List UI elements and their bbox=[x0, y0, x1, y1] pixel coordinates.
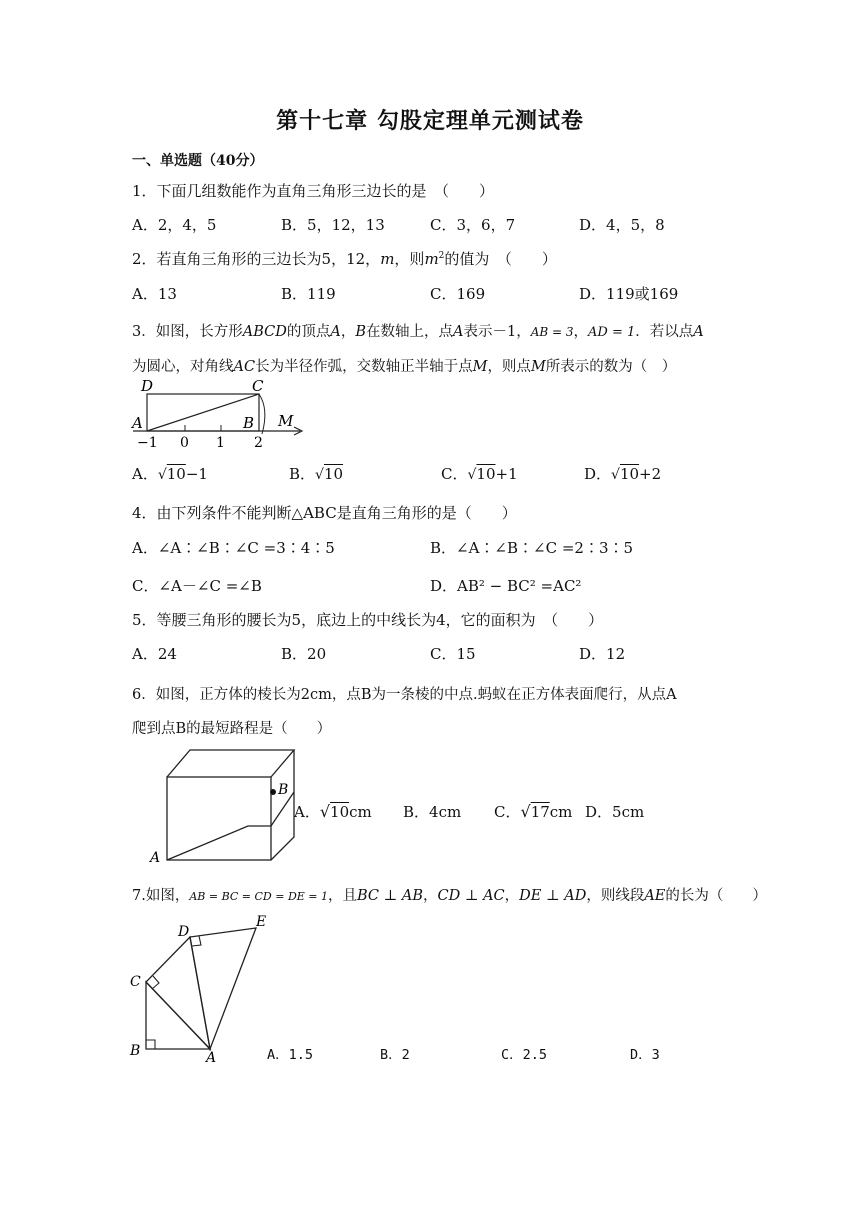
shortest-path bbox=[167, 792, 294, 860]
q3-stem-line1: 3．如图，长方形ABCD的顶点A，B在数轴上，点A表示－1，AB = 3，AD = 1．若以点A bbox=[132, 324, 704, 340]
q7-option-d[interactable]: D．3 bbox=[630, 1047, 660, 1063]
q1-stem: 1．下面几组数能作为直角三角形三边长的是 （ ） bbox=[132, 182, 495, 200]
q3-figure bbox=[128, 376, 318, 452]
label-b: B bbox=[243, 414, 255, 432]
tick-label: 2 bbox=[254, 435, 263, 451]
q6-stem-line1: 6．如图，正方体的棱长为2cm，点B为一条棱的中点.蚂蚁在正方体表面爬行，从点A bbox=[132, 687, 677, 703]
section-heading: 一、单选题（40分） bbox=[132, 153, 264, 169]
q3-stem-line2: 为圆心，对角线AC长为半径作弧，交数轴正半轴于点M，则点M所表示的数为（ ） bbox=[132, 359, 677, 375]
q4-option-b[interactable]: B．∠A∶∠B∶∠C =2∶3∶5 bbox=[430, 539, 634, 557]
triangle-ade bbox=[190, 928, 256, 1049]
q6-option-b[interactable]: B．4cm bbox=[403, 803, 462, 821]
q2-option-c[interactable]: C．169 bbox=[430, 285, 486, 303]
label-d: D bbox=[141, 377, 154, 395]
q7-stem: 7.如图，AB = BC = CD = DE = 1，且BC ⊥ AB，CD ⊥ AC，DE ⊥ AD，则线段AE的长为（ ） bbox=[132, 888, 767, 904]
label-d: D bbox=[178, 924, 190, 940]
point-b bbox=[270, 789, 276, 795]
q5-option-c[interactable]: C．15 bbox=[430, 645, 476, 663]
cube-right-face bbox=[271, 750, 294, 860]
label-a: A bbox=[150, 850, 161, 866]
q2-option-a[interactable]: A．13 bbox=[132, 285, 177, 303]
q7-figure bbox=[126, 912, 276, 1062]
q6-option-c[interactable]: C．√17cm bbox=[494, 802, 573, 821]
right-angle-d-icon bbox=[192, 936, 201, 946]
q4-stem: 4．由下列条件不能判断△ABC是直角三角形的是（ ） bbox=[132, 504, 517, 522]
arc bbox=[259, 394, 265, 434]
q1-option-d[interactable]: D．4，5，8 bbox=[579, 216, 665, 234]
q4-option-d[interactable]: D．AB² − BC² =AC² bbox=[430, 577, 582, 595]
right-angle-b-icon bbox=[146, 1040, 155, 1049]
cube-front-face bbox=[167, 777, 271, 860]
label-a: A bbox=[132, 414, 143, 432]
q2-option-d[interactable]: D．119或169 bbox=[579, 285, 679, 303]
q6-option-d[interactable]: D．5cm bbox=[585, 803, 645, 821]
q3-option-d[interactable]: D．√10+2 bbox=[584, 465, 662, 483]
q5-stem: 5．等腰三角形的腰长为5，底边上的中线长为4，它的面积为 （ ） bbox=[132, 611, 604, 629]
tick-label: 0 bbox=[180, 435, 189, 451]
tick-label: −1 bbox=[137, 435, 158, 451]
right-angle-c-icon bbox=[152, 976, 159, 989]
page-title: 第十七章 勾股定理单元测试卷 bbox=[276, 108, 584, 134]
q3-option-c[interactable]: C．√10+1 bbox=[441, 465, 518, 483]
label-b: B bbox=[278, 782, 289, 798]
q7-option-b[interactable]: B．2 bbox=[380, 1047, 410, 1063]
q2-option-b[interactable]: B．119 bbox=[281, 285, 336, 303]
q3-option-b[interactable]: B．√10 bbox=[289, 465, 344, 483]
q5-option-d[interactable]: D．12 bbox=[579, 645, 626, 663]
q2-stem: 2．若直角三角形的三边长为5，12，m，则$m^2$的值为 （ ） bbox=[132, 250, 557, 268]
q1-option-a[interactable]: A．2，4，5 bbox=[132, 216, 217, 234]
q6-stem-line2: 爬到点B的最短路程是（ ） bbox=[132, 721, 332, 737]
q3-option-a[interactable]: A．√10−1 bbox=[132, 465, 208, 483]
q6-option-a[interactable]: A．√10cm bbox=[294, 802, 372, 821]
q7-option-c[interactable]: C．2.5 bbox=[501, 1047, 548, 1063]
q7-option-a[interactable]: A．1.5 bbox=[267, 1047, 314, 1063]
q5-option-a[interactable]: A．24 bbox=[132, 645, 177, 663]
tick-label: 1 bbox=[216, 435, 225, 451]
label-b: B bbox=[130, 1043, 141, 1059]
q1-option-b[interactable]: B．5，12，13 bbox=[281, 216, 385, 234]
q4-option-c[interactable]: C．∠A－∠C =∠B bbox=[132, 577, 262, 595]
label-c: C bbox=[130, 974, 141, 990]
q1-option-c[interactable]: C．3，6，7 bbox=[430, 216, 516, 234]
label-m: M bbox=[278, 412, 294, 430]
label-a: A bbox=[206, 1050, 217, 1062]
q6-cube-figure bbox=[146, 744, 296, 866]
q5-option-b[interactable]: B．20 bbox=[281, 645, 327, 663]
label-e: E bbox=[256, 914, 267, 930]
q4-option-a[interactable]: A．∠A∶∠B∶∠C =3∶4∶5 bbox=[132, 539, 335, 557]
cube-top-face bbox=[167, 750, 294, 777]
label-c: C bbox=[252, 377, 264, 395]
